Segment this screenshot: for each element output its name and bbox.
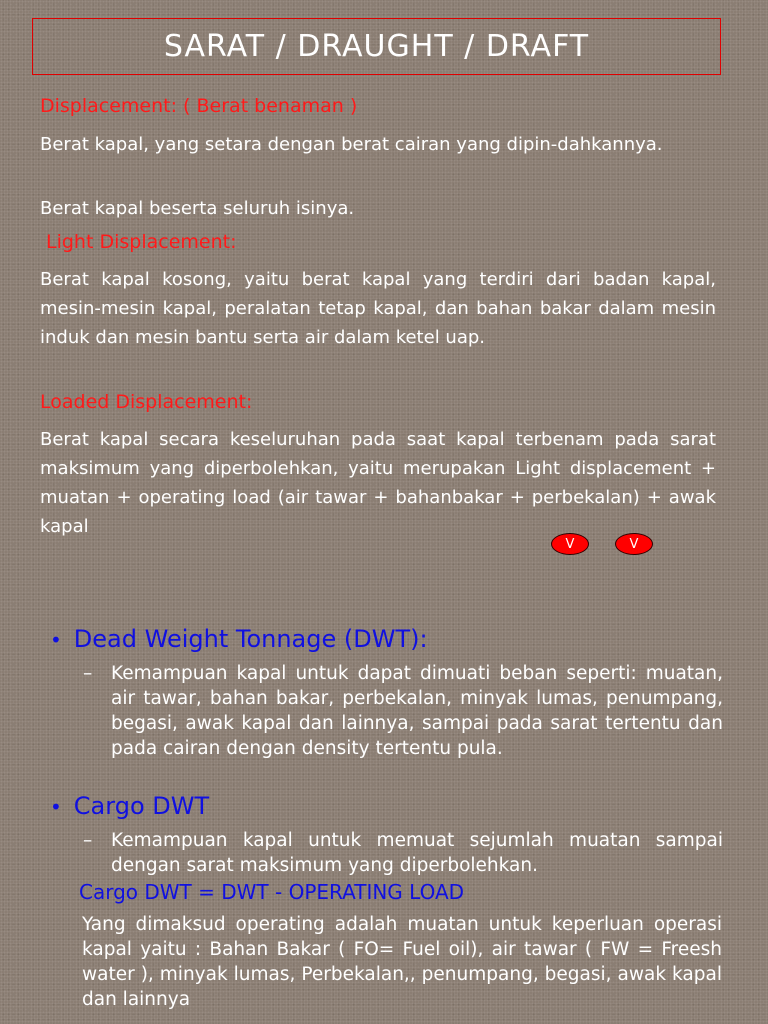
- dash-icon: –: [83, 663, 93, 684]
- displacement-definition: Berat kapal, yang setara dengan berat cairan yang dipin-dahkannya.: [40, 134, 663, 155]
- dwt-heading: Dead Weight Tonnage (DWT):: [73, 625, 428, 653]
- v-badge[interactable]: V: [615, 533, 653, 555]
- operating-load-explanation: Yang dimaksud operating adalah muatan untuk keperluan operasi kapal yaitu : Bahan Bakar ( FO= Fuel oil), air tawar ( FW = Freesh water ), minyak lumas, Perbekalan,, penumpang, begasi, awak kapal dan lainnya: [82, 914, 722, 1010]
- cargo-dwt-formula: Cargo DWT = DWT - OPERATING LOAD: [79, 880, 465, 904]
- loaded-displacement-heading: Loaded Displacement:: [40, 391, 253, 413]
- dwt-heading-row: [50, 625, 428, 653]
- dwt-description: Kemampuan kapal untuk dapat dimuati beban seperti: muatan, air tawar, bahan bakar, perbekalan, minyak lumas, penumpang, begasi, awak kapal dan lainnya, sampai pada sarat tertentu dan pada cairan dengan density tertentu pula.: [111, 663, 723, 759]
- v-badge[interactable]: V: [551, 533, 589, 555]
- bullet-icon: •: [50, 628, 62, 652]
- cargo-dwt-heading: Cargo DWT: [73, 792, 210, 820]
- light-displacement-heading: Light Displacement:: [46, 231, 237, 253]
- displacement-description: Berat kapal beserta seluruh isinya.: [40, 198, 355, 219]
- dash-icon: –: [83, 830, 93, 851]
- slide-title: SARAT / DRAUGHT / DRAFT: [32, 18, 721, 75]
- light-displacement-text: Berat kapal kosong, yaitu berat kapal yang terdiri dari badan kapal, mesin-mesin kapal, peralatan tetap kapal, dan bahan bakar dalam mesin induk dan mesin bantu serta air dalam ketel uap.: [40, 269, 716, 348]
- cargo-dwt-description: Kemampuan kapal untuk memuat sejumlah muatan sampai dengan sarat maksimum yang diperbolehkan.: [111, 830, 723, 876]
- cargo-dwt-heading-row: [50, 792, 209, 820]
- dwt-item: [83, 661, 723, 761]
- loaded-displacement-text: Berat kapal secara keseluruhan pada saat kapal terbenam pada sarat maksimum yang diperbolehkan, yaitu merupakan Light displacement + muatan + operating load (air tawar + bahanbakar + perbekalan) + awak kapal: [40, 429, 716, 537]
- bullet-icon: •: [50, 795, 62, 819]
- cargo-dwt-item: [83, 828, 723, 878]
- displacement-heading: Displacement: ( Berat benaman ): [40, 95, 358, 117]
